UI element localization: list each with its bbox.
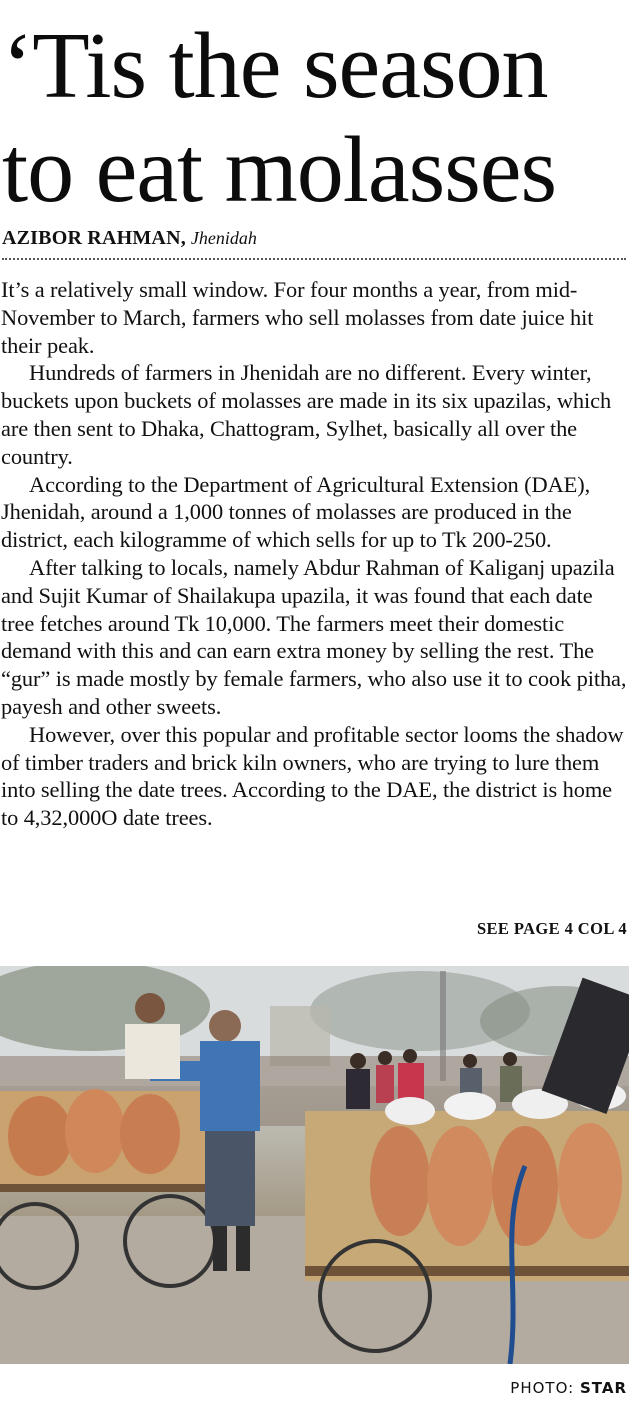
headline <box>2 14 627 222</box>
article-paragraph: However, over this popular and profitable sector looms the shadow of timber traders and brick kiln owners, who are trying to lure them into selling the date trees. According to the DAE, the district is home to 4,32,000O date trees. <box>1 721 624 831</box>
byline <box>2 226 257 250</box>
photo-credit-label: PHOTO: <box>510 1379 575 1397</box>
photo-credit-source: STAR <box>579 1379 627 1397</box>
headline-line-1: ‘Tis the season <box>2 14 548 118</box>
dateline-location: Jhenidah <box>190 228 257 248</box>
continuation-jump: SEE PAGE 4 COL 4 <box>476 919 627 938</box>
article-body <box>1 276 629 832</box>
author-name: AZIBOR RAHMAN, <box>2 227 186 249</box>
market-scene-illustration <box>0 966 629 1364</box>
headline-line-2: to eat molasses <box>2 118 557 222</box>
photo-credit <box>510 1377 627 1399</box>
news-photo <box>0 966 629 1364</box>
article-paragraph: According to the Department of Agricultural Extension (DAE), Jhenidah, around a 1,000 tonnes of molasses are produced in the district, each kilogramme of which sells for up to Tk 200-250. <box>1 471 591 553</box>
article-paragraph: After talking to locals, namely Abdur Rahman of Kaliganj upazila and Sujit Kumar of Shailakupa upazila, it was found that each date tree fetches around Tk 10,000. The farmers meet their domestic demand with this and can earn extra money by selling the rest. The “gur” is made mostly by female farmers, who also use it to cook pitha, payesh and other sweets. <box>1 554 627 719</box>
article-paragraph: It’s a relatively small window. For four months a year, from mid-November to March, farmers who sell molasses from date juice hit their peak. <box>1 277 594 358</box>
article-paragraph: Hundreds of farmers in Jhenidah are no different. Every winter, buckets upon buckets of molasses are made in its six upazilas, which are then sent to Dhaka, Chattogram, Sylhet, basically all over the country. <box>1 360 612 469</box>
dotted-divider <box>2 258 626 260</box>
